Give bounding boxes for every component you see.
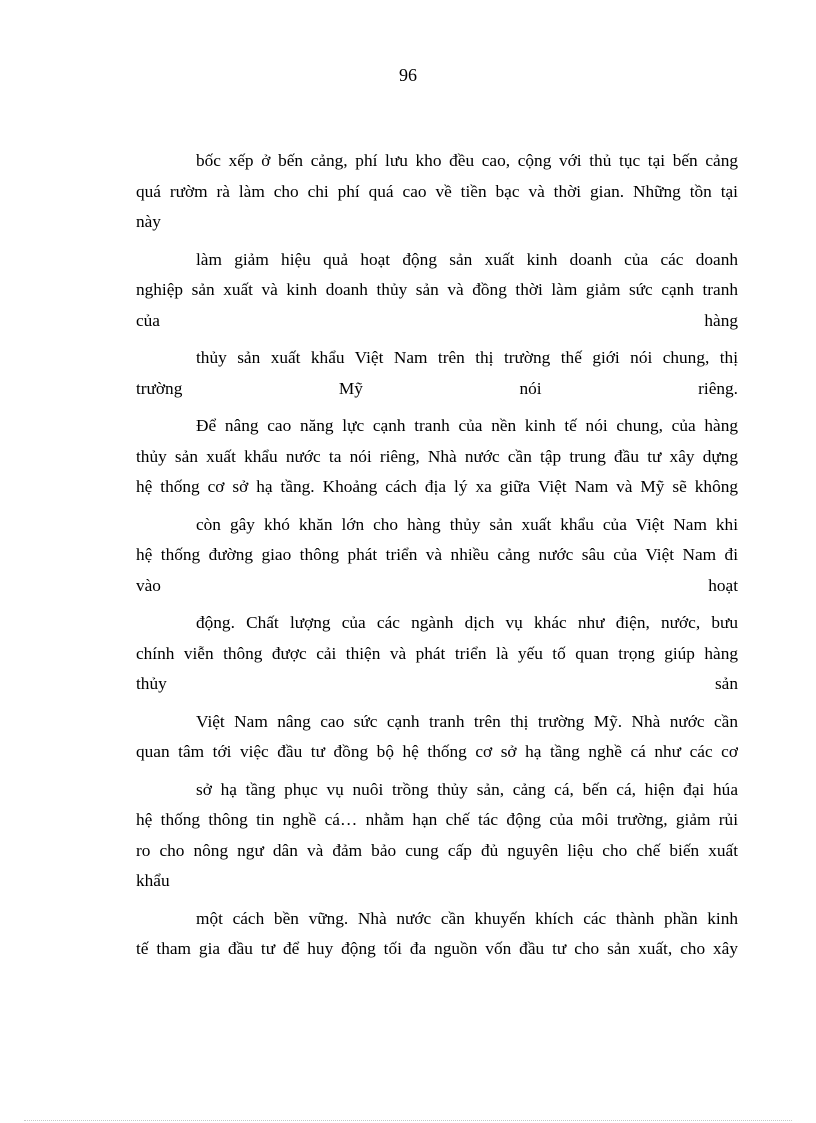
text-line: bốc xếp ở bến cảng, phí lưu kho đều cao, cộng với thủ tục tại bến cảng [196, 151, 738, 170]
text-line: sở hạ tầng phục vụ nuôi trồng thủy sản, cảng cá, bến cá, hiện đại húa [196, 779, 738, 799]
text-line: của hàng [136, 310, 738, 330]
text-line: Việt Nam nâng cao sức cạnh tranh trên thị trường Mỹ. Nhà nước cần [196, 711, 738, 731]
text-line: tế tham gia đầu tư để huy động tối đa nguồn vốn đầu tư cho sản xuất, cho xây [136, 939, 738, 958]
text-line: thủy sản [136, 674, 738, 693]
text-line: quan tâm tới việc đầu tư đồng bộ hệ thống cơ sở hạ tầng nghề cá như các cơ [136, 742, 738, 761]
text-line: động. Chất lượng của các ngành dịch vụ khác như điện, nước, bưu [196, 613, 738, 632]
text-line: hệ thống đường giao thông phát triển và nhiều cảng nước sâu của Việt Nam đi [136, 545, 738, 564]
page-number: 96 [399, 65, 417, 85]
line-gap [136, 238, 738, 245]
line-gap [136, 336, 738, 343]
line-gap [136, 768, 738, 775]
text-line: một cách bền vững. Nhà nước cần khuyến khích các thành phần kinh [196, 908, 738, 928]
text-line: quá rườm rà làm cho chi phí quá cao về tiền bạc và thời gian. Những tồn tại [136, 181, 738, 201]
line-gap [136, 601, 738, 608]
text-line: Để nâng cao năng lực cạnh tranh của nền kinh tế nói chung, của hàng [196, 416, 738, 435]
line-gap [136, 404, 738, 411]
page-bottom-rule [24, 1120, 792, 1121]
text-line: chính viễn thông được cải thiện và phát triển là yếu tố quan trọng giúp hàng [136, 643, 738, 663]
text-line: nghiệp sản xuất và kinh doanh thủy sản và đồng thời làm giảm sức cạnh tranh [136, 280, 738, 299]
body-text [136, 146, 738, 965]
text-line: vào hoạt [136, 575, 738, 595]
text-line: này [136, 212, 161, 231]
text-line: ro cho nông ngư dân và đảm bảo cung cấp đủ nguyên liệu cho chế biến xuất [136, 840, 738, 860]
text-line: còn gây khó khăn lớn cho hàng thủy sản xuất khẩu của Việt Nam khi [196, 514, 738, 534]
text-line: khẩu [136, 871, 170, 890]
text-line: hệ thống cơ sở hạ tầng. Khoảng cách địa lý xa giữa Việt Nam và Mỹ sẽ không [136, 477, 738, 496]
text-line: thủy sản xuất khẩu Việt Nam trên thị trường thế giới nói chung, thị [196, 348, 738, 367]
text-line: làm giảm hiệu quả hoạt động sản xuất kinh doanh của các doanh [196, 249, 738, 269]
line-gap [136, 503, 738, 510]
text-line: trường Mỹ nói riêng. [136, 378, 738, 398]
line-gap [136, 897, 738, 904]
text-line: hệ thống thông tin nghề cá… nhằm hạn chế tác động của môi trường, giảm rủi [136, 810, 738, 829]
text-line: thủy sản xuất khẩu nước ta nói riêng, Nhà nước cần tập trung đầu tư xây dựng [136, 446, 738, 466]
line-gap [136, 700, 738, 707]
